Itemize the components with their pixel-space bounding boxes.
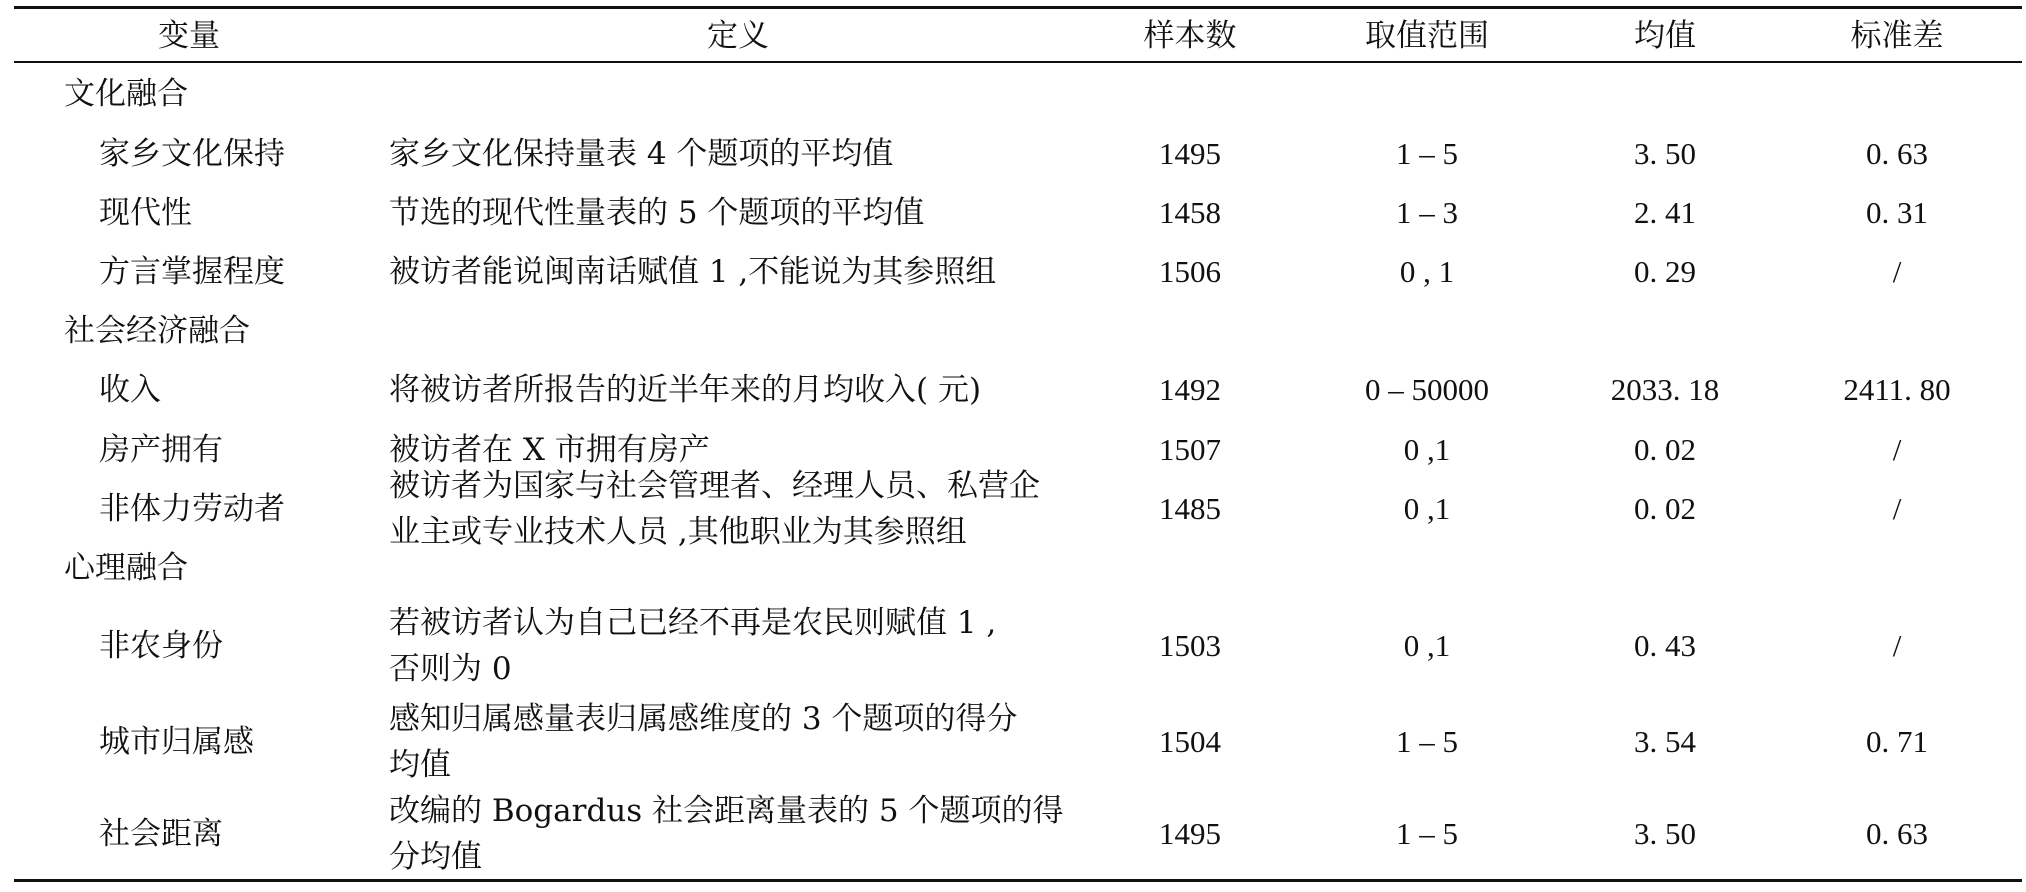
row-sample-size: 1503 (1159, 628, 1221, 663)
row-definition: 家乡文化保持量表 4 个题项的平均值 (389, 136, 894, 172)
group-label-psychological: 心理融合 (64, 550, 188, 586)
row-definition: 被访者能说闽南话赋值 1 ,不能说为其参照组 (389, 254, 997, 290)
row-std-dev: 0. 31 (1866, 195, 1928, 230)
row-variable: 现代性 (99, 195, 192, 231)
statistics-table (14, 6, 2022, 882)
row-std-dev: 0. 71 (1866, 724, 1928, 759)
header-std-dev: 标准差 (1850, 18, 1944, 54)
row-definition-line-1: 感知归属感量表归属感维度的 3 个题项的得分 (389, 701, 1018, 737)
header-sample-size: 样本数 (1143, 18, 1237, 54)
row-sample-size: 1495 (1159, 816, 1221, 851)
header-value-range: 取值范围 (1365, 18, 1489, 54)
row-sample-size: 1504 (1159, 724, 1221, 759)
row-std-dev: 0. 63 (1866, 136, 1928, 171)
group-label-cultural: 文化融合 (64, 76, 188, 112)
row-definition-line-1: 被访者为国家与社会管理者、经理人员、私营企 (389, 468, 1040, 504)
row-range: 0 ,1 (1403, 628, 1451, 663)
row-variable: 家乡文化保持 (99, 136, 285, 172)
header-definition: 定义 (707, 18, 769, 54)
row-variable: 非农身份 (99, 628, 223, 664)
row-variable: 房产拥有 (99, 432, 223, 468)
row-variable: 城市归属感 (99, 724, 254, 760)
row-mean: 3. 50 (1634, 136, 1696, 171)
header-rule (14, 61, 2022, 63)
row-range: 0 ,1 (1403, 432, 1451, 467)
row-std-dev: / (1892, 254, 1902, 289)
row-range: 0 , 1 (1399, 254, 1455, 289)
row-definition-line-2: 分均值 (389, 839, 482, 875)
row-std-dev: / (1892, 432, 1902, 467)
row-variable: 社会距离 (99, 816, 223, 852)
row-std-dev: / (1892, 628, 1902, 663)
row-variable: 收入 (99, 372, 161, 408)
row-mean: 0. 02 (1634, 491, 1696, 526)
row-definition-line-1: 改编的 Bogardus 社会距离量表的 5 个题项的得 (389, 793, 1064, 829)
row-range: 1 – 5 (1396, 724, 1458, 759)
row-sample-size: 1492 (1159, 372, 1221, 407)
row-std-dev: 0. 63 (1866, 816, 1928, 851)
row-definition-line-2: 否则为 0 (389, 651, 512, 687)
row-sample-size: 1485 (1159, 491, 1221, 526)
row-mean: 0. 29 (1634, 254, 1696, 289)
row-range: 1 – 3 (1396, 195, 1458, 230)
row-definition-line-2: 业主或专业技术人员 ,其他职业为其参照组 (389, 514, 967, 550)
row-sample-size: 1506 (1159, 254, 1221, 289)
row-mean: 0. 02 (1634, 432, 1696, 467)
row-std-dev: / (1892, 491, 1902, 526)
top-rule (14, 6, 2022, 9)
row-mean: 0. 43 (1634, 628, 1696, 663)
row-definition: 被访者在 X 市拥有房产 (389, 432, 710, 468)
row-definition-line-1: 若被访者认为自己已经不再是农民则赋值 1 , (389, 605, 997, 641)
row-mean: 3. 50 (1634, 816, 1696, 851)
row-range: 0 – 50000 (1365, 372, 1489, 407)
row-range: 0 ,1 (1403, 491, 1451, 526)
row-sample-size: 1458 (1159, 195, 1221, 230)
group-label-socioeconomic: 社会经济融合 (64, 313, 250, 349)
row-definition: 将被访者所报告的近半年来的月均收入( 元) (389, 372, 982, 408)
row-mean: 2033. 18 (1610, 372, 1720, 407)
header-mean: 均值 (1634, 18, 1696, 54)
header-variable: 变量 (158, 18, 220, 54)
row-mean: 3. 54 (1634, 724, 1696, 759)
row-range: 1 – 5 (1396, 136, 1458, 171)
row-definition: 节选的现代性量表的 5 个题项的平均值 (389, 195, 925, 231)
row-sample-size: 1495 (1159, 136, 1221, 171)
row-variable: 方言掌握程度 (99, 254, 285, 290)
row-mean: 2. 41 (1634, 195, 1696, 230)
bottom-rule (14, 879, 2022, 882)
row-sample-size: 1507 (1159, 432, 1221, 467)
row-std-dev: 2411. 80 (1843, 372, 1951, 407)
row-definition-line-2: 均值 (389, 747, 451, 783)
row-variable: 非体力劳动者 (99, 491, 285, 527)
row-range: 1 – 5 (1396, 816, 1458, 851)
